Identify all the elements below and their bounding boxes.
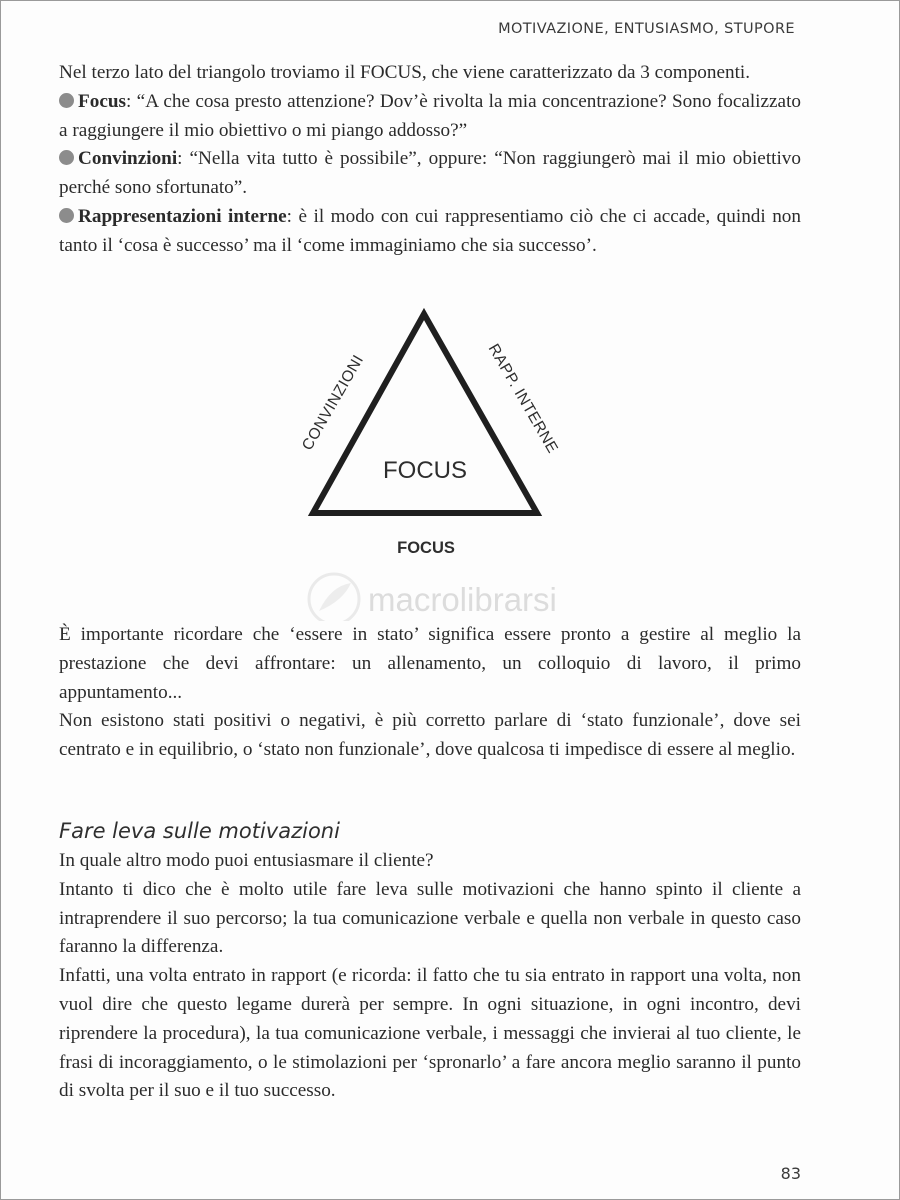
paragraph: Non esistono stati positivi o negativi, è più corretto parlare di ‘stato funzionale’, dove sei centrato e in equilibrio, o ‘stato non funzionale’, dove qualcosa ti impedisce di essere al meglio.	[59, 710, 801, 761]
paragraph: Intanto ti dico che è molto utile fare leva sulle motivazioni che hanno spinto il cliente a intraprendere il suo percorso; la tua comunicazione verbale e quella non verbale in questo caso faranno la differenza.	[59, 878, 801, 958]
section-heading: Fare leva sulle motivazioni	[59, 819, 340, 843]
page-number: 83	[780, 1164, 801, 1183]
bullet-text: : “A che cosa presto attenzione? Dov’è rivolta la mia concentrazione? Sono focalizzato a raggiungere il mio obiettivo o mi piango addosso?”	[59, 90, 801, 141]
triangle-bottom-label: FOCUS	[397, 539, 455, 557]
bullet-text: : è il modo con cui rappresentiamo ciò che ci accade, quindi non tanto il ‘cosa è successo’ ma il ‘come immaginiamo che sia successo’.	[59, 205, 801, 256]
running-header: MOTIVAZIONE, ENTUSIASMO, STUPORE	[498, 21, 795, 37]
paragraph: In quale altro modo puoi entusiasmare il cliente?	[59, 850, 434, 871]
bullet-text: : “Nella vita tutto è possibile”, oppure: “Non raggiungerò mai il mio obiettivo perché sono sfortunato”.	[59, 148, 801, 199]
bullet-term: Convinzioni	[78, 148, 178, 170]
triangle-center-label: FOCUS	[383, 457, 467, 484]
focus-triangle-diagram	[1, 1, 899, 621]
intro-lead: Nel terzo lato del triangolo troviamo il FOCUS, che viene caratterizzato da 3 componenti.	[59, 62, 751, 83]
watermark-logo	[309, 574, 359, 621]
paragraph: È importante ricordare che ‘essere in stato’ significa essere pronto a gestire al meglio la prestazione che devi affrontare: un allenamento, un colloquio di lavoro, il primo appuntamento...	[59, 624, 801, 703]
watermark-brand: macrolibrarsi	[368, 581, 557, 618]
bullet-term: Focus	[78, 90, 126, 112]
paragraph: Infatti, una volta entrato in rapport (e ricorda: il fatto che tu sia entrato in rapport una volta, non vuol dire che questo legame durerà per sempre. In ogni situazione, in ogni incontro, devi riprendere la procedura), la tua comunicazione verbale, i messaggi che invierai al tuo cliente, le frasi di incoraggiamento, o le stimolazioni per ‘spronarlo’ a fare ancora meglio saranno il punto di svolta per il suo e il tuo successo.	[59, 965, 801, 1102]
triangle-right-label: RAPP. INTERNE	[484, 341, 562, 457]
section-motivazioni	[59, 847, 801, 1106]
bullet-term: Rappresentazioni interne	[78, 205, 287, 227]
section-stato	[59, 621, 801, 765]
triangle-left-label: CONVINZIONI	[298, 352, 368, 454]
